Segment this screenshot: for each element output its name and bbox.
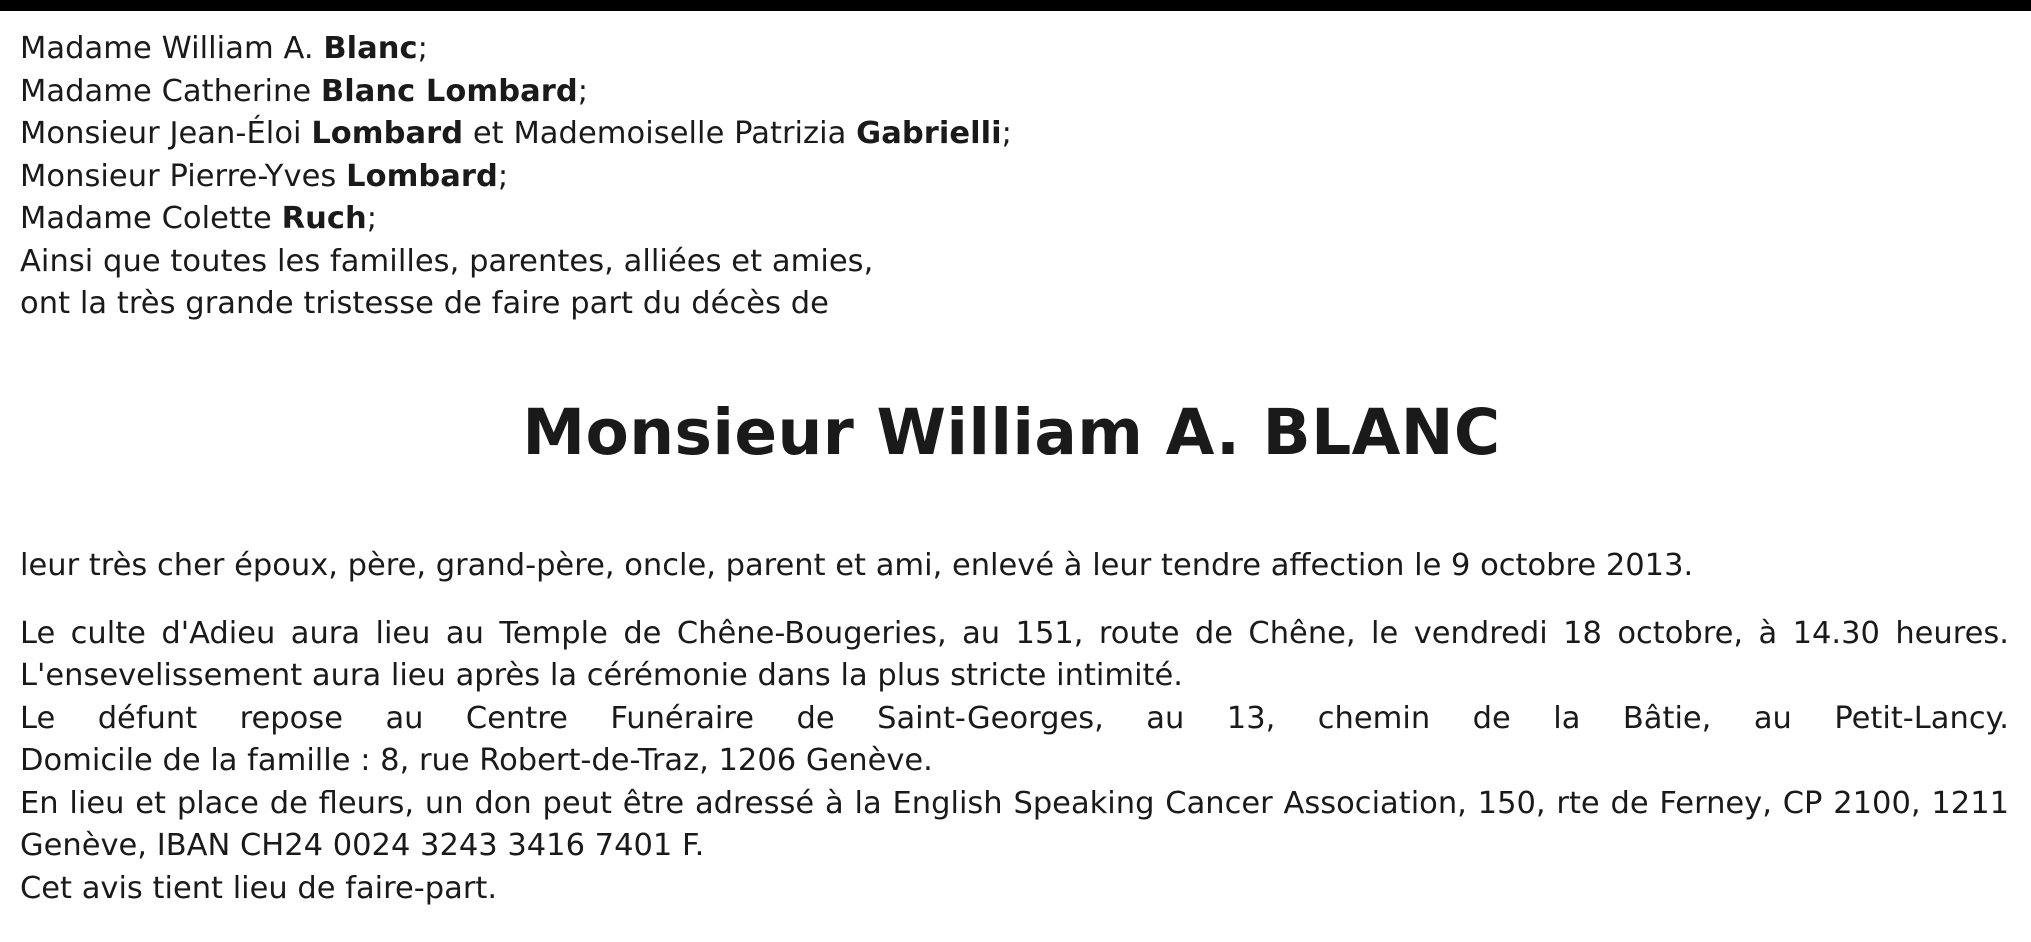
family-names-block <box>20 28 2009 326</box>
family-surname: Ruch <box>281 201 367 236</box>
family-surname: Lombard <box>346 158 498 194</box>
family-text: ; <box>366 201 378 236</box>
family-text: Madame Catherine <box>20 73 321 109</box>
detail-line-ceremony: Le culte d'Adieu aura lieu au Temple de Chêne-Bougeries, au 151, route de Chêne, le vendredi 18 octobre, à 14.30 heures. <box>20 615 2009 651</box>
family-text: et Mademoiselle Patrizia <box>463 116 857 151</box>
detail-line-repose: Le défunt repose au Centre Funéraire de Saint-Georges, au 13, chemin de la Bâtie, au Petit-Lancy. <box>20 700 2009 736</box>
family-text: ; <box>497 158 509 194</box>
family-surname: Blanc Lombard <box>320 73 578 109</box>
family-surname: Lombard <box>311 116 464 151</box>
relation-and-date-line: leur très cher époux, père, grand-père, oncle, parent et ami, enlevé à leur tendre affection le 9 octobre 2013. <box>20 547 1694 583</box>
detail-line-burial: L'ensevelissement aura lieu après la cérémonie dans la plus stricte intimité. <box>20 658 1183 694</box>
family-text: Monsieur Jean-Éloi <box>20 116 312 151</box>
family-surname: Blanc <box>323 31 418 66</box>
family-line <box>20 241 2009 284</box>
family-text: Madame Colette <box>20 201 282 236</box>
deceased-name: Monsieur William A. BLANC <box>522 395 1501 469</box>
family-line <box>20 198 2009 241</box>
family-line <box>20 283 2009 326</box>
family-text: ont la très grande tristesse de faire part du décès de <box>20 286 829 321</box>
family-text: ; <box>577 73 589 109</box>
family-text: Ainsi que toutes les familles, parentes, alliées et amies, <box>20 243 874 279</box>
family-text: Monsieur Pierre-Yves <box>20 158 347 194</box>
family-line <box>20 113 2009 156</box>
family-text: Madame William A. <box>20 31 324 66</box>
top-divider-rule <box>0 0 2031 11</box>
family-line <box>20 71 2009 114</box>
detail-line-donation: En lieu et place de fleurs, un don peut être adressé à la English Speaking Cancer Association, 150, rte de Ferney, CP 2100, 1211 Genève, IBAN CH24 0024 3243 3416 7401 F. <box>20 785 2009 864</box>
detail-line-family-address: Domicile de la famille : 8, rue Robert-de-Traz, 1206 Genève. <box>20 743 933 779</box>
ceremony-details-block <box>20 613 2009 911</box>
family-text: ; <box>1001 116 1012 151</box>
death-notice <box>0 11 2031 910</box>
family-text: ; <box>417 31 428 66</box>
family-surname: Gabrielli <box>856 116 1002 151</box>
detail-line-closing: Cet avis tient lieu de faire-part. <box>20 870 498 906</box>
family-line <box>20 28 2009 71</box>
family-line <box>20 156 2009 199</box>
